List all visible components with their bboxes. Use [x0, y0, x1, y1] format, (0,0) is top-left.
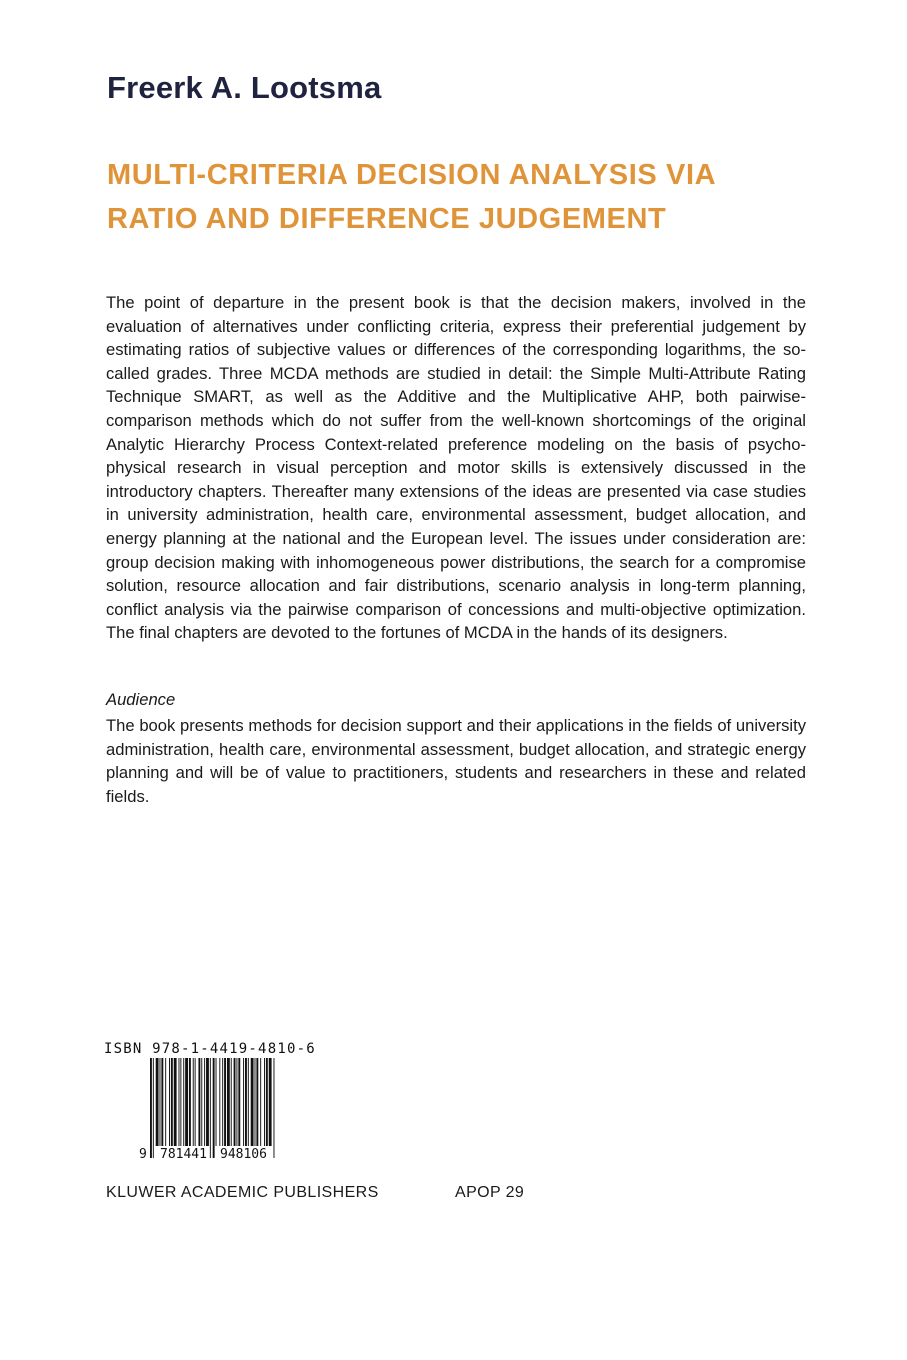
barcode-bar: [160, 1058, 161, 1146]
barcode-bar: [248, 1058, 249, 1146]
barcode-bar: [236, 1058, 237, 1146]
barcode-bar: [245, 1058, 247, 1146]
barcode-bar: [216, 1058, 217, 1146]
barcode-bar: [169, 1058, 170, 1146]
barcode-bar: [213, 1058, 215, 1158]
barcode-bar: [156, 1058, 159, 1146]
barcode-bar: [255, 1058, 256, 1146]
barcode-bar: [269, 1058, 272, 1146]
barcode-bar: [219, 1058, 220, 1146]
abstract-paragraph: The point of departure in the present book is that the decision makers, involved in the evaluation of alternatives under conflicting criteria, express their preferential judgement by estimating ratios of subjective values or differences of the corresponding logarithms, the so-called grades. Three MCDA methods are studied in detail: the Simple Multi-Attribute Rating Technique SMART, as well as the Additive and the Multiplicative AHP, both pairwise-comparison methods which do not suffer from the well-known shortcomings of the original Analytic Hierarchy Process Context-related preference modeling on the basis of psycho-physical research in visual perception and motor skills is extensively discussed in the introductory chapters. Thereafter many extensions of the ideas are presented via case studies in university administration, health care, environmental assessment, budget allocation, and energy planning at the national and the European level. The issues under consideration are: group decision making with inhomogeneous power distributions, the search for a compromise solution, resource allocation and fair distributions, scenario analysis in long-term planning, conflict analysis via the pairwise comparison of concessions and multi-objective optimization. The final chapters are devoted to the fortunes of MCDA in the hands of its designers.: [106, 293, 806, 643]
barcode-bar: [174, 1058, 177, 1146]
barcode-bar: [180, 1058, 181, 1146]
barcode-bar: [165, 1058, 166, 1146]
barcode-bar: [185, 1058, 188, 1146]
barcode-bar: [231, 1058, 232, 1146]
barcode-bar: [189, 1058, 191, 1146]
barcode-group-2: 948106: [220, 1147, 267, 1162]
publisher-name: KLUWER ACADEMIC PUBLISHERS: [106, 1184, 379, 1201]
isbn-label: ISBN 978-1-4419-4810-6: [104, 1041, 316, 1057]
barcode-bar: [238, 1058, 240, 1146]
barcode-bar: [193, 1058, 194, 1146]
barcode-bar: [266, 1058, 268, 1146]
barcode-lead-digit: 9: [139, 1147, 147, 1162]
barcode-group-1: 781441: [160, 1147, 207, 1162]
author-name: Freerk A. Lootsma: [107, 70, 382, 105]
barcode-bar: [198, 1058, 200, 1146]
audience-paragraph: The book presents methods for decision support and their applications in the fields of university administration, health care, environmental assessment, budget allocation, and strategic energy planning and will be of value to practitioners, students and researchers in these and related fields.: [106, 716, 806, 806]
barcode-bar: [274, 1058, 275, 1158]
barcode-bar: [260, 1058, 261, 1146]
barcode-bar: [161, 1058, 163, 1146]
barcode-bar: [195, 1058, 196, 1146]
barcode-bar: [264, 1058, 265, 1146]
barcode-bar: [150, 1058, 152, 1158]
series-code: APOP 29: [455, 1184, 525, 1201]
barcode-bar: [256, 1058, 258, 1146]
title-line-1: MULTI-CRITERIA DECISION ANALYSIS VIA: [107, 159, 717, 191]
barcode-bar: [171, 1058, 173, 1146]
audience-heading: Audience: [106, 690, 176, 709]
barcode-bar: [183, 1058, 184, 1146]
barcode-bar: [227, 1058, 230, 1146]
barcode-bar: [222, 1058, 223, 1146]
barcode-bar: [201, 1058, 202, 1146]
barcode-bar: [243, 1058, 244, 1146]
barcode-bar: [206, 1058, 209, 1146]
book-title: [107, 153, 827, 241]
barcode-bar: [204, 1058, 205, 1146]
barcode-bar: [251, 1058, 254, 1146]
barcode-bar: [179, 1058, 180, 1146]
barcode: [136, 1058, 286, 1168]
barcode-bar: [210, 1058, 211, 1158]
barcode-bar: [224, 1058, 226, 1146]
barcode-bar: [153, 1058, 154, 1158]
title-line-2: RATIO AND DIFFERENCE JUDGEMENT: [107, 203, 667, 235]
barcode-bar: [234, 1058, 236, 1146]
